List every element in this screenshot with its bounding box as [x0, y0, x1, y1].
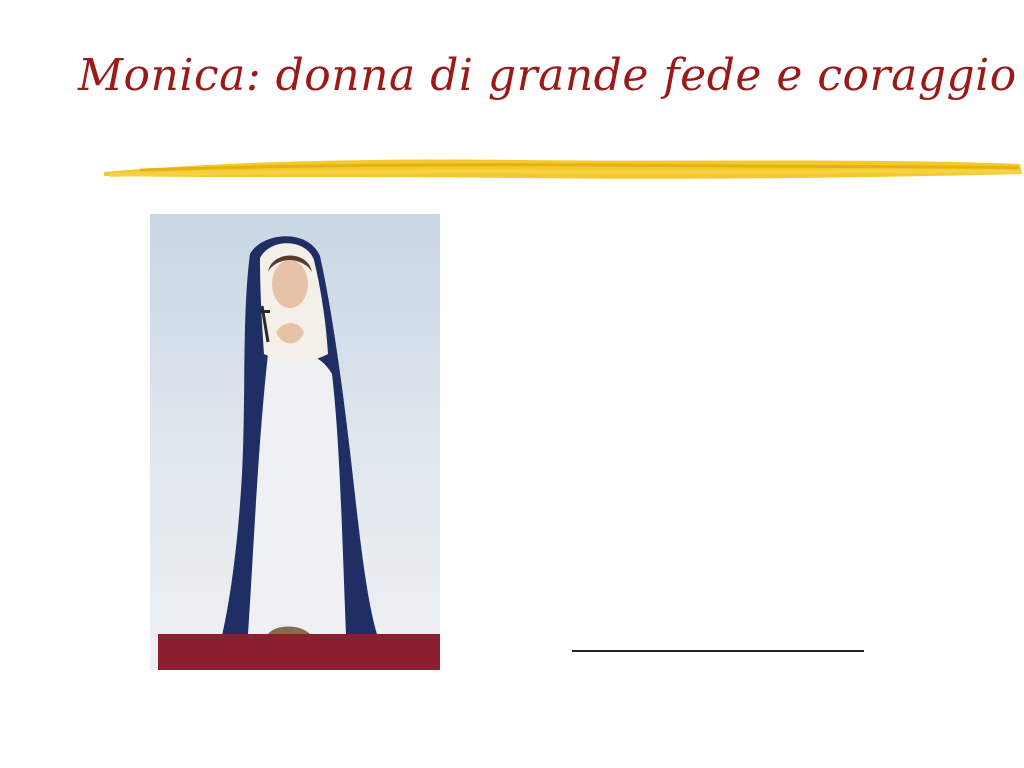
card-caption-band [158, 634, 440, 670]
document-bottom-rule [572, 650, 864, 652]
prayer-and-biography-document [572, 204, 864, 652]
highlighter-stroke [100, 148, 1024, 188]
saint-monica-prayer-card [150, 214, 440, 670]
statue-illustration [150, 214, 440, 670]
slide-title: Monica: donna di grande fede e coraggio [78, 50, 1017, 101]
